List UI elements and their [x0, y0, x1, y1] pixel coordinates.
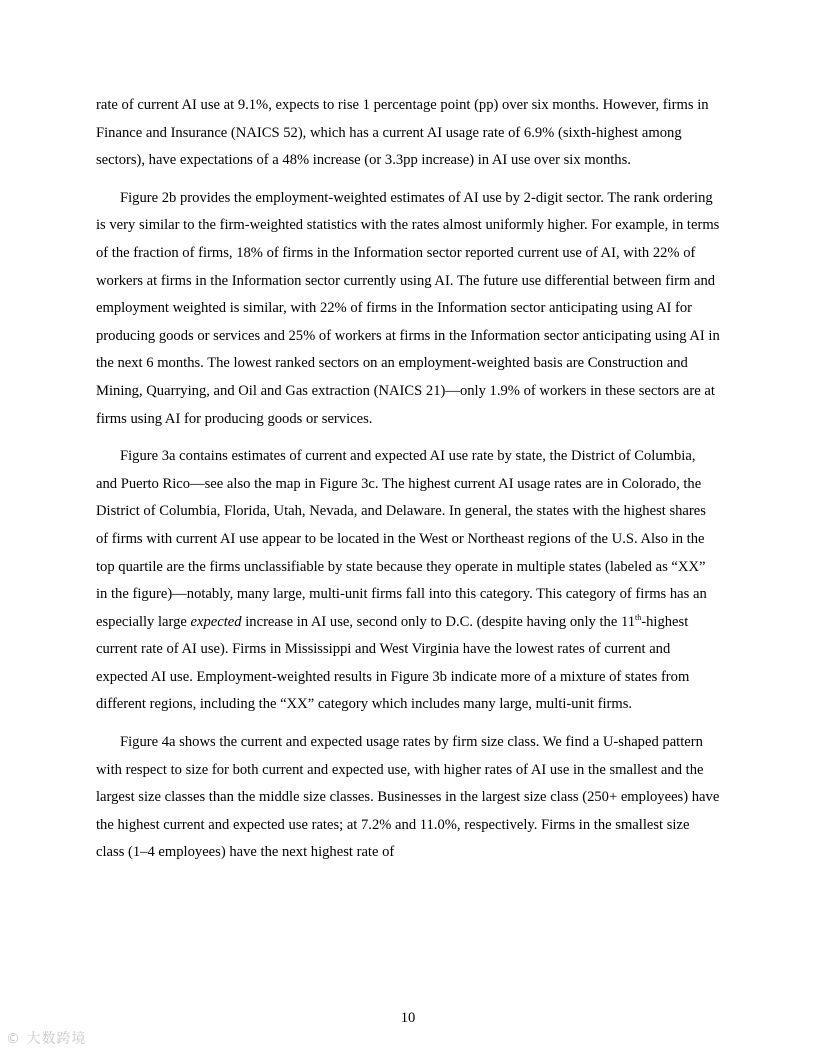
watermark-logo: © 大数跨境 [6, 1031, 87, 1047]
page-number: 10 [400, 1010, 416, 1026]
paragraph-continuation: rate of current AI use at 9.1%, expects to rise 1 percentage point (pp) over six months. However, firms in Finance and Insurance (NAICS 52), which has a current AI usage rate of 6.9% (sixth-highest among sectors), have expectations of a 48% increase (or 3.3pp increase) in AI use over six months. [96, 97, 709, 169]
paragraph-figure-3a [96, 443, 720, 719]
paragraph-figure-4a: Figure 4a shows the current and expected usage rates by firm size class. We find a U-shaped pattern with respect to size for both current and expected use, with higher rates of AI use in the smallest and the largest size classes than the middle size classes. Businesses in the largest size class (250+ employees) have the highest current and expected use rates; at 7.2% and 11.0%, respectively. Firms in the smallest size class (1–4 employees) have the next highest rate of [96, 734, 720, 861]
ordinal-superscript: th [635, 612, 642, 622]
emphasis-expected: expected [190, 613, 242, 630]
body-text [96, 92, 720, 877]
paragraph-figure-3a-part3: -highest current rate of AI use). Firms in Mississippi and West Virginia have the lowest rates of current and expected AI use. Employment-weighted results in Figure 3b indicate more of a mixture of states from different regions, including the “XX” category which includes many large, multi-unit firms. [96, 613, 690, 713]
paragraph-figure-3a-part2: increase in AI use, second only to D.C. (despite having only the 11 [241, 613, 636, 630]
paragraph-figure-2b: Figure 2b provides the employment-weighted estimates of AI use by 2-digit sector. The rank ordering is very similar to the firm-weighted statistics with the rates almost uniformly higher. For example, in terms of the fraction of firms, 18% of firms in the Information sector reported current use of AI, with 22% of workers at firms in the Information sector currently using AI. The future use differential between firm and employment weighted is similar, with 22% of firms in the Information sector anticipating using AI for producing goods or services and 25% of workers at firms in the Information sector anticipating using AI in the next 6 months. The lowest ranked sectors on an employment-weighted basis are Construction and Mining, Quarrying, and Oil and Gas extraction (NAICS 21)—only 1.9% of workers in these sectors are at firms using AI for producing goods or services. [96, 189, 720, 427]
paragraph-figure-3a-part1: Figure 3a contains estimates of current and expected AI use rate by state, the District of Columbia, and Puerto Rico—see also the map in Figure 3c. The highest current AI usage rates are in Colorado, the District of Columbia, Florida, Utah, Nevada, and Delaware. In general, the states with the highest shares of firms with current AI use appear to be located in the West or Northeast regions of the U.S. Also in the top quartile are the firms unclassifiable by state because they operate in multiple states (labeled as “XX” in the figure)—notably, many large, multi-unit firms fall into this category. This category of firms has an especially large [96, 448, 707, 630]
